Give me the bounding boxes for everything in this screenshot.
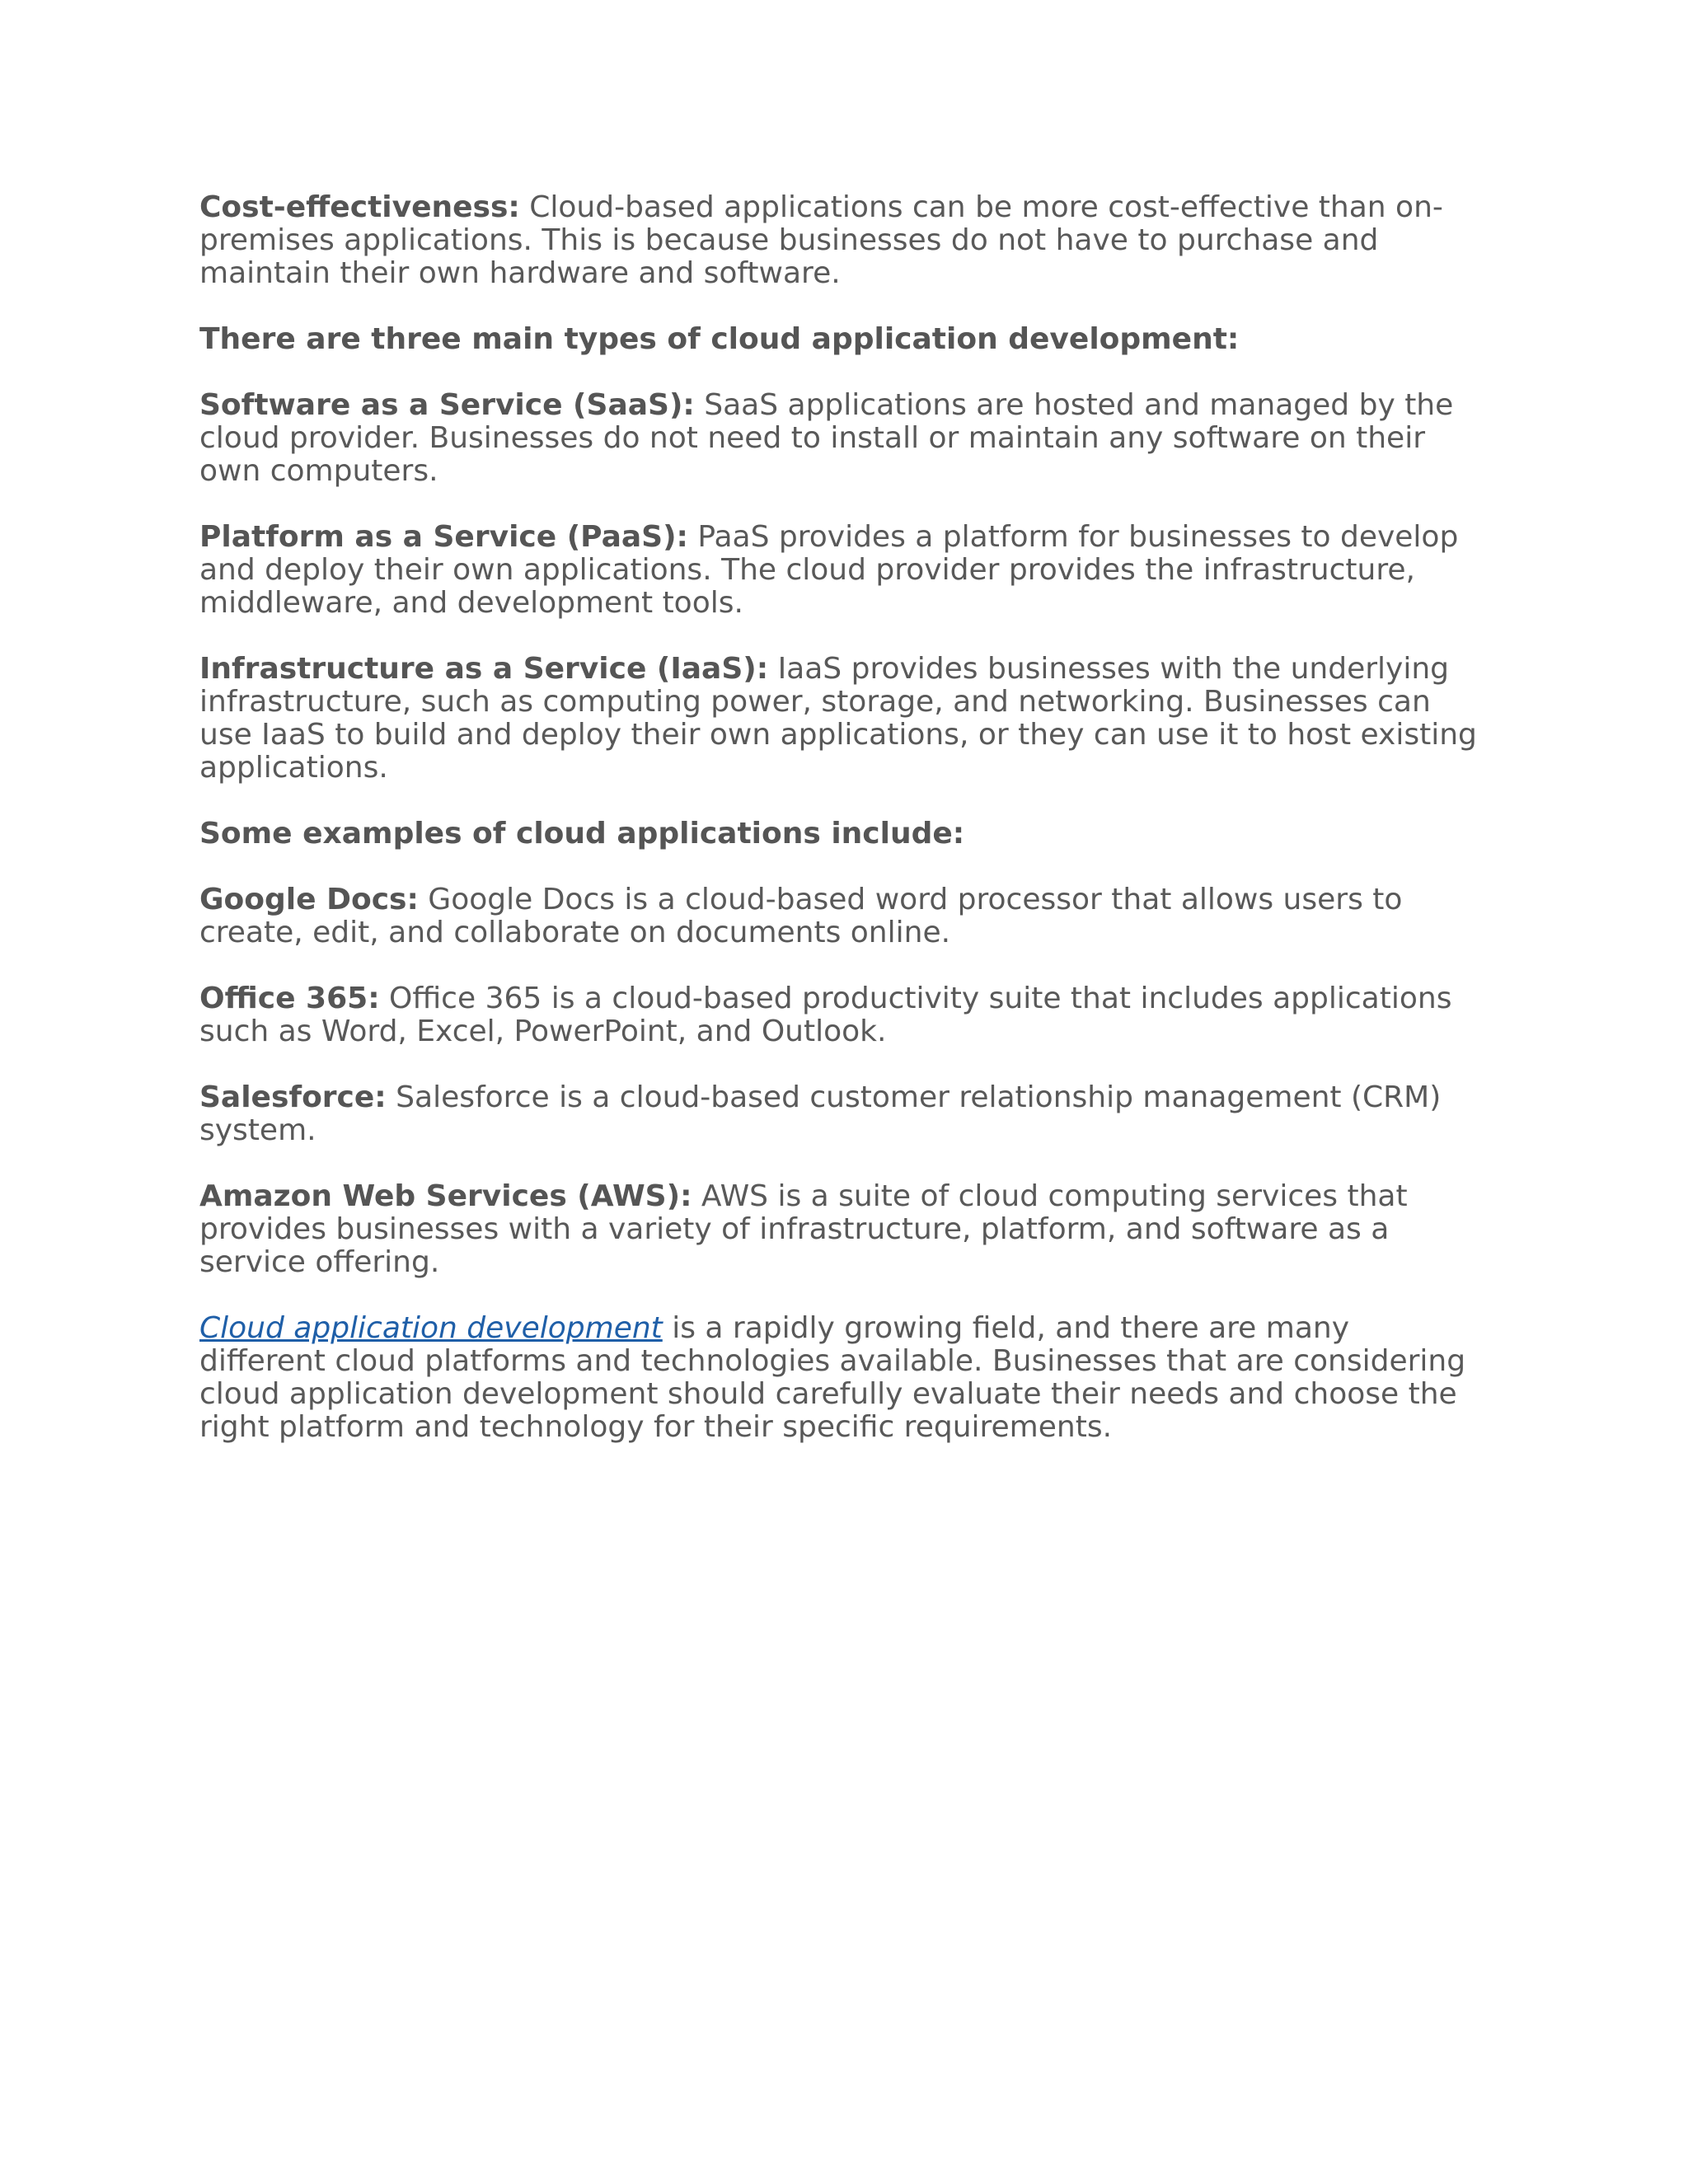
heading-types: There are three main types of cloud application development: bbox=[199, 322, 1240, 356]
paragraph-text: AWS is a suite of cloud computing services that provides businesses with a variety of infrastructure, platform, and software as a service offering. bbox=[199, 1179, 1408, 1279]
term-label: Salesforce: bbox=[199, 1080, 387, 1114]
paragraph-saas bbox=[199, 389, 1479, 488]
paragraph-closing bbox=[199, 1312, 1479, 1444]
paragraph-text: Salesforce is a cloud-based customer relationship management (CRM) system. bbox=[199, 1080, 1442, 1147]
term-label: Software as a Service (SaaS): bbox=[199, 388, 695, 422]
paragraph-text: IaaS provides businesses with the underlying infrastructure, such as computing power, storage, and networking. Businesses can use IaaS to build and deploy their own applications, or they can use it to host existing applications. bbox=[199, 652, 1477, 785]
paragraph-text: PaaS provides a platform for businesses to develop and deploy their own applications. The cloud provider provides the infrastructure, middleware, and development tools. bbox=[199, 520, 1459, 620]
document-body bbox=[199, 191, 1479, 1477]
cloud-application-development-link[interactable]: Cloud application development bbox=[199, 1311, 663, 1345]
paragraph-google-docs bbox=[199, 883, 1479, 949]
term-label: Amazon Web Services (AWS): bbox=[199, 1179, 692, 1213]
paragraph-cost-effectiveness bbox=[199, 191, 1479, 290]
heading-examples: Some examples of cloud applications include: bbox=[199, 817, 965, 851]
paragraph-salesforce bbox=[199, 1081, 1479, 1147]
paragraph-aws bbox=[199, 1180, 1479, 1279]
paragraph-text: Office 365 is a cloud-based productivity suite that includes applications such as Word, Excel, PowerPoint, and Outlook. bbox=[199, 982, 1452, 1048]
term-label: Google Docs: bbox=[199, 883, 419, 916]
paragraph-text: Cloud-based applications can be more cost-effective than on-premises applications. This is because businesses do not have to purchase and maintain their own hardware and software. bbox=[199, 190, 1443, 290]
paragraph-text: is a rapidly growing field, and there are many different cloud platforms and technologies available. Businesses that are considering cloud application development should carefully evaluate their needs and choose the right platform and technology for their specific requirements. bbox=[199, 1311, 1466, 1444]
term-label: Cost-effectiveness: bbox=[199, 190, 520, 224]
term-label: Infrastructure as a Service (IaaS): bbox=[199, 652, 769, 686]
paragraph-text: SaaS applications are hosted and managed by the cloud provider. Businesses do not need to install or maintain any software on their own computers. bbox=[199, 388, 1454, 488]
term-label: Platform as a Service (PaaS): bbox=[199, 520, 688, 554]
paragraph-office-365 bbox=[199, 982, 1479, 1048]
term-label: Office 365: bbox=[199, 982, 380, 1015]
paragraph-iaas bbox=[199, 653, 1479, 785]
paragraph-paas bbox=[199, 521, 1479, 620]
paragraph-text: Google Docs is a cloud-based word processor that allows users to create, edit, and collaborate on documents online. bbox=[199, 883, 1403, 949]
